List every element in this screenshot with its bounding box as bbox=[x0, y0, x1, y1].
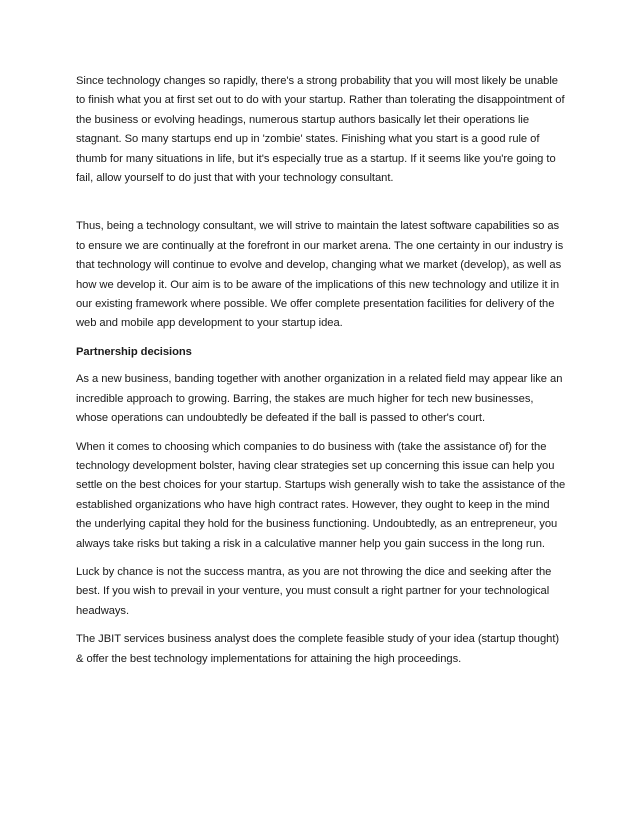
paragraph-zombie-startups: Since technology changes so rapidly, there's a strong probability that you will most likely be unable to finish what you at first set out to do with your startup. Rather than tolerating the disappointment of the business or evolving headings, numerous startup authors basically let their operations lie stagnant. So many startups end up in 'zombie' states. Finishing what you start is a good rule of thumb for many situations in life, but it's especially true as a startup. If it seems like you're going to fail, allow yourself to do just that with your technology consultant. bbox=[76, 75, 565, 185]
paragraph-technology-consultant: Thus, being a technology consultant, we will strive to maintain the latest software capabilities so as to ensure we are continually at the forefront in our market arena. The one certainty in our industry is that technology will continue to evolve and develop, changing what we market (develop), as well as how we develop it. Our aim is to be aware of the implications of this new technology and utilize it in our existing framework where possible. We offer complete presentation facilities for delivery of the web and mobile app development to your startup idea. bbox=[76, 220, 564, 330]
paragraph-choosing-companies: When it comes to choosing which companies to do business with (take the assistance of) for the technology development bolster, having clear strategies set up concerning this issue can help you settle on the best choices for your startup. Startups wish generally wish to take the assistance of the established organizations who have high contract rates. However, they ought to keep in the mind the underlying capital they hold for the business functioning. Undoubtedly, as an entrepreneur, you always take risks but taking a risk in a calculative manner help you gain success in the long run. bbox=[76, 440, 566, 550]
paragraph-luck-by-chance: Luck by chance is not the success mantra, as you are not throwing the dice and seeking after the best. If you wish to prevail in your venture, you must consult a right partner for your technological headways. bbox=[76, 565, 552, 617]
paragraph-new-business: As a new business, banding together with another organization in a related field may appear like an incredible approach to growing. Barring, the stakes are much higher for tech new businesses, whose operations can undoubtedly be defeated if the ball is passed to other's court. bbox=[76, 373, 563, 425]
document-page bbox=[76, 72, 566, 678]
paragraph-jbit-services: The JBIT services business analyst does the complete feasible study of your idea (startup thought) & offer the best technology implementations for attaining the high proceedings. bbox=[76, 633, 560, 665]
section-heading-partnership: Partnership decisions bbox=[76, 345, 192, 358]
